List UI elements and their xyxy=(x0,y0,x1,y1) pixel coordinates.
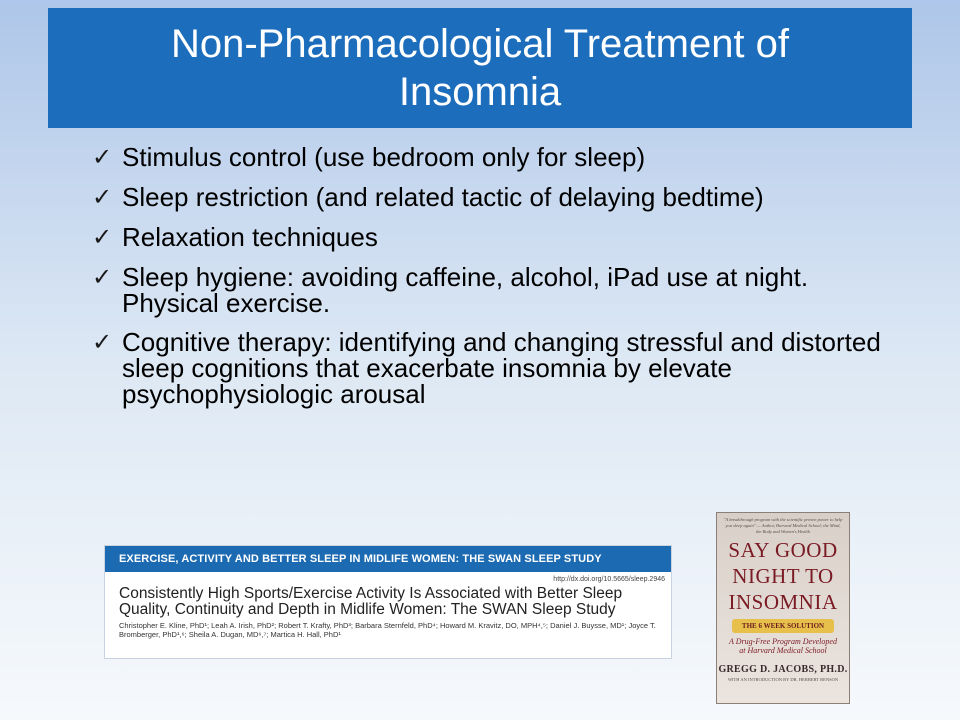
bullet-item xyxy=(90,264,890,316)
book-title-line: NIGHT TO xyxy=(732,564,834,588)
bullet-item xyxy=(90,329,890,407)
paper-title: Consistently High Sports/Exercise Activity Is Associated with Better Sleep Quality, Continuity and Depth in Midlife Women: The SWAN Sleep Study xyxy=(119,585,623,618)
bullet-item xyxy=(90,224,890,251)
paper-banner: EXERCISE, ACTIVITY AND BETTER SLEEP IN MIDLIFE WOMEN: THE SWAN SLEEP STUDY xyxy=(105,546,671,572)
book-cover xyxy=(716,512,850,704)
title-bar xyxy=(48,8,912,128)
checkmark-icon: ✓ xyxy=(92,264,113,291)
bullet-text: Sleep hygiene: avoiding caffeine, alcohol, iPad use at night. Physical exercise. xyxy=(122,262,809,318)
book-title-line: INSOMNIA xyxy=(728,590,838,614)
slide-title: Non-Pharmacological Treatment of Insomnia xyxy=(170,22,790,114)
book-title-line: SAY GOOD xyxy=(728,538,838,562)
bullet-item xyxy=(90,184,890,211)
book-subtitle: A Drug-Free Program Developed at Harvard Medical School xyxy=(729,637,837,655)
bullet-text: Relaxation techniques xyxy=(122,222,378,252)
bullet-text: Sleep restriction (and related tactic of delaying bedtime) xyxy=(122,182,764,212)
bullet-list xyxy=(90,144,890,420)
book-intro: WITH AN INTRODUCTION BY DR. HERBERT BENSON xyxy=(727,677,839,682)
checkmark-icon: ✓ xyxy=(92,329,113,356)
bullet-item xyxy=(90,144,890,171)
checkmark-icon: ✓ xyxy=(92,224,113,251)
bullet-text: Stimulus control (use bedroom only for sleep) xyxy=(122,142,646,172)
checkmark-icon: ✓ xyxy=(92,144,113,171)
book-badge: THE 6 WEEK SOLUTION xyxy=(732,619,834,633)
checkmark-icon: ✓ xyxy=(92,184,113,211)
paper-authors: Christopher E. Kline, PhD¹; Leah A. Irish, PhD²; Robert T. Krafty, PhD³; Barbara Sternfeld, PhD⁴; Howard M. Kravitz, DO, MPH⁴,⁵; Daniel J. Buysse, MD¹; Joyce T. Bromberger, PhD¹,⁶; Sheila A. Dugan, MD⁶,⁷; Martica H. Hall, PhD¹ xyxy=(119,621,656,639)
paper-doi: http://dx.doi.org/10.5665/sleep.2946 xyxy=(553,576,665,583)
book-author: GREGG D. JACOBS, PH.D. xyxy=(718,664,848,675)
paper-clipping xyxy=(104,545,672,659)
book-blurb: "A breakthrough program with the scientific proven power to help you sleep again" — Author, Harvard Medical School; the Mind, the Body and Women's Health xyxy=(723,517,843,534)
bullet-text: Cognitive therapy: identifying and changing stressful and distorted sleep cognitions that exacerbate insomnia by elevate psychophysiologic arousal xyxy=(122,327,881,409)
